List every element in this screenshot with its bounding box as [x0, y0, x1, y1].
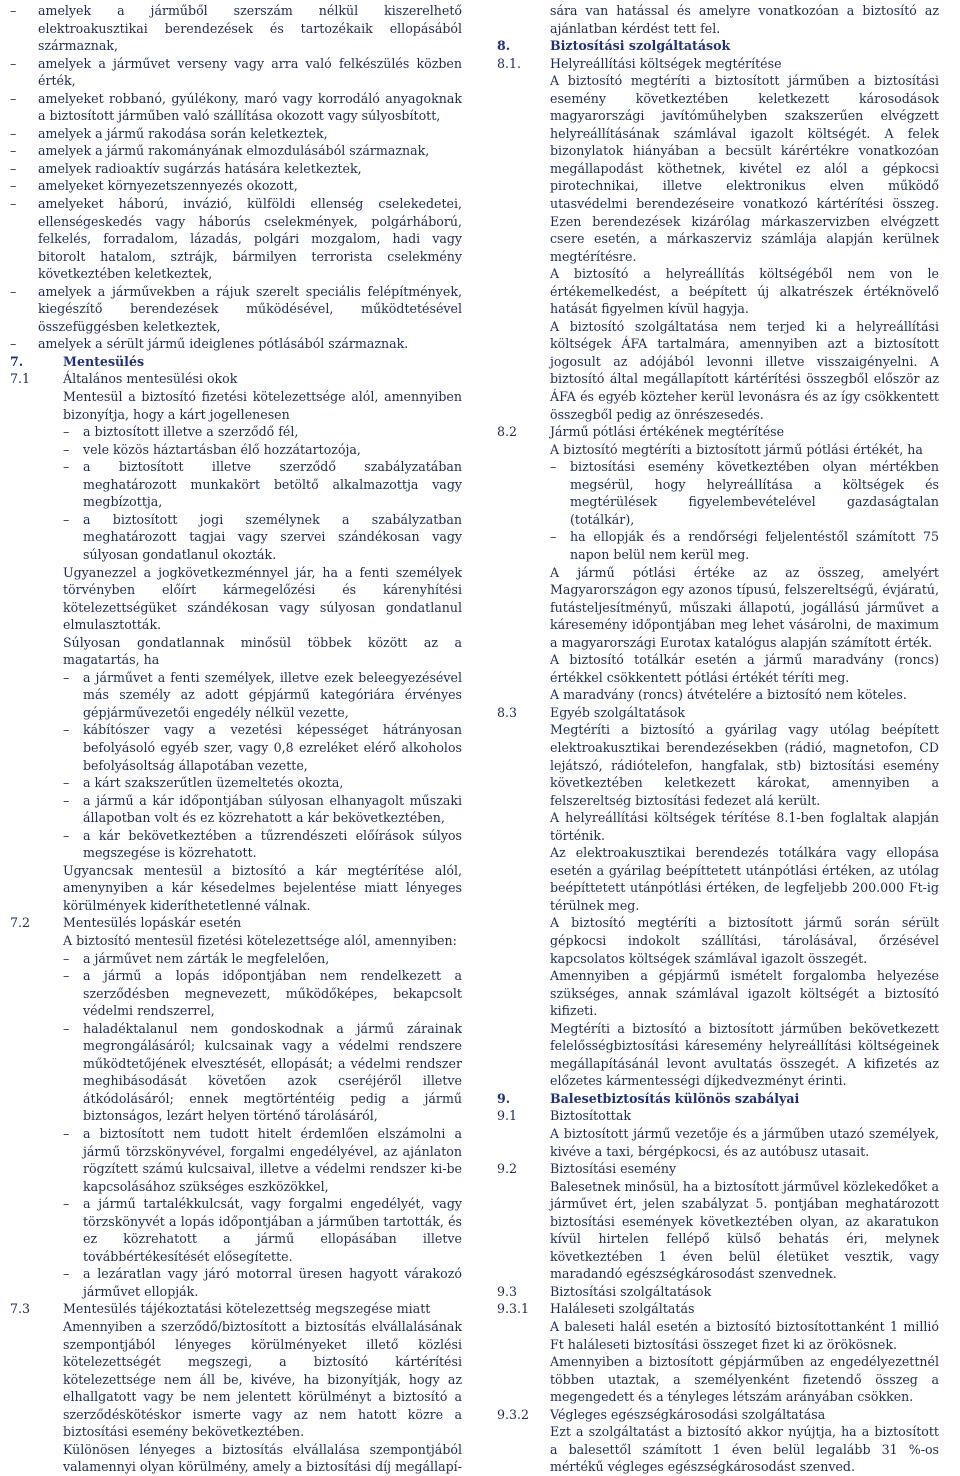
paragraph: A biztosított jármű vezetője és a járműben utazó személyek, kivéve a taxi, bérgépkocsi, és az autóbusz utasait. — [550, 1126, 939, 1159]
paragraph: Súlyosan gondatlannak minősül többek között az a magatartás, ha — [63, 634, 462, 668]
section-title: Biztosítottak — [550, 1108, 631, 1124]
section-heading-8 — [497, 37, 939, 55]
section-number: 7. — [10, 353, 24, 369]
list-item: – amelyek radioaktív sugárzás hatására keletkeztek, — [10, 160, 462, 178]
list-item: – a járművet nem zárták le megfelelően, — [63, 950, 462, 968]
list-item: – amelyeket környezetszennyezés okozott, — [10, 177, 462, 195]
left-column — [10, 2, 462, 1476]
section-title: Jármű pótlási értékének megtérítése — [550, 424, 785, 440]
section-title: Biztosítási szolgáltatások — [550, 38, 731, 54]
section-number: 8. — [497, 38, 511, 54]
paragraph: Mentesül a biztosító fizetési kötelezettsége alól, amennyiben bizonyítja, hogy a kárt jogellenesen — [63, 389, 462, 422]
section-number: 9.3 — [497, 1283, 518, 1299]
paragraph: Amennyiben a szerződő/biztosított a biztosítás elvállalásának szempontjából lényeges körülményeket illető közlési kötelezettségét megszegi, a biztosító kártérítési kötelezettsége nem áll be, kivéve, ha bizonyítják, hogy az elhallgatott vagy be nem jelentett körülményt a biztosító a szerződéskötéskor ismerte vagy az nem hatott közre a biztosítási esemény bekövetkeztében. — [63, 1319, 462, 1440]
list-item: – amelyek a járműből szerszám nélkül kiszerelhető elektroakusztikai berendezések és tartozékaik ellopásából származnak, — [10, 2, 462, 55]
section-number: 8.2 — [497, 424, 518, 440]
section-heading-8-3 — [497, 704, 939, 722]
list-item: – a járművet a fenti személyek, illetve ezek beleegyezésével más személy az adott gépjármű kategóriára érvényes gépjárművezetői engedély nélkül vezette, — [63, 669, 462, 722]
section-number: 9.3.1 — [497, 1301, 530, 1317]
section-number: 9.1 — [497, 1108, 518, 1124]
list-item: – a biztosított nem tudott hitelt érdemlően elszámolni a jármű törzskönyvével, forgalmi engedélyével, az ajánlaton rögzített számú kulcsaival, illetve a védelmi rendszer ki-be kapcsolásához szükséges eszközökkel, — [63, 1125, 462, 1195]
section-number: 7.3 — [10, 1301, 31, 1317]
paragraph: Balesetnek minősül, ha a biztosított járművel közlekedőket a járművet ért, jelen szabályzat 5. pontjában meghatározott biztosítási események következtében olyan, az akaratukon kívül hirtelen fellépő külső behatás éri, melynek következtében 1 éven belül életüket vesztik, vagy maradandó egészségkárosodást szenvednek. — [550, 1178, 939, 1282]
list-item: – biztosítási esemény következtében olyan mértékben megsérül, hogy helyreállítása a költségek és megtérülések figyelembevételével gazdaságtalan (totálkár), — [550, 458, 939, 528]
paragraph: Amennyiben a biztosított gépjárműben az engedélyezettnél többen utaztak, a személyenként fizetendő összeg a megengedett és a tényleges létszám arányában csökken. — [550, 1354, 939, 1405]
section-number: 9.3.2 — [497, 1406, 530, 1422]
list-item: – amelyeket robbanó, gyúlékony, maró vagy korrodáló anyagoknak a biztosított járműben való szállítása okozott vagy súlyosbított, — [10, 90, 462, 125]
section-title: Balesetbiztosítás különös szabályai — [550, 1090, 800, 1106]
section-heading-7-2 — [10, 914, 462, 932]
section-heading-7-3 — [10, 1300, 462, 1318]
list-item: – a kár bekövetkeztében a tűzrendészeti előírások súlyos megszegése is közrehatott. — [63, 827, 462, 862]
section-title: Biztosítási szolgáltatások — [550, 1283, 712, 1299]
paragraph: Ugyancsak mentesül a biztosító a kár megtérítése alól, amenynyiben a kár késedelmes bejelentése miatt lényeges körülmények kideríthetetlenné válnak. — [63, 862, 462, 913]
paragraph: A jármű pótlási értéke az az összeg, amelyért Magyarországon egy azonos típusú, felszereltségű, évjáratú, futásteljesítményű, műszaki állapotú, jogállású járművet a káresemény időpontjában meg lehet vásárolni, de maximum a magyarországi Eurotax katalógus alapján számított érték. — [550, 564, 939, 650]
section-number: 8.3 — [497, 704, 518, 720]
list-item: – a biztosított jogi személynek a szabályzatban meghatározott tagjai vagy szervei szándékosan vagy súlyosan gondatlanul okozták. — [63, 511, 462, 564]
section-heading-9-1 — [497, 1107, 939, 1125]
paragraph: Amennyiben a gépjármű ismételt forgalomba helyezése szükséges, annak számlával igazolt költségét a biztosító kifizeti. — [550, 968, 939, 1019]
list-item: – kábítószer vagy a vezetési képességet hátrányosan befolyásoló egyéb szer, vagy 0,8 ezreléket elérő alkoholos befolyásoltság állapotában vezette, — [63, 721, 462, 774]
paragraph: A biztosító a helyreállítás költségéből nem von le értékemelkedést, a beépített új alkatrészek értéknövelő hatását figyelmen kívül hagyja. — [550, 266, 939, 317]
list-item: – amelyek a jármű rakodása során keletkeztek, — [10, 125, 462, 143]
list-item: – a kárt szakszerűtlen üzemeltetés okozta, — [63, 774, 462, 792]
paragraph: Megtéríti a biztosító a gyárilag vagy utólag beépített elektroakusztikai berendezésekben (rádió, magnetofon, CD lejátszó, rádiótelefon, hangfalak, stb) biztosítási esemény következtében keletkezett károkat, amennyiben a felszereltség biztosítási fedezet alá került. — [550, 722, 939, 808]
paragraph: A biztosító megtéríti a biztosított jármű pótlási értékét, ha — [550, 441, 923, 457]
section-number: 7.2 — [10, 915, 31, 931]
section-heading-7 — [10, 353, 462, 371]
section-title: Haláleseti szolgáltatás — [550, 1301, 695, 1317]
paragraph: A baleseti halál esetén a biztosító biztosítottanként 1 millió Ft haláleseti biztosítási összeget fizet ki az örökösnek. — [550, 1319, 939, 1352]
section-title: Végleges egészségkárosodási szolgáltatása — [550, 1406, 826, 1422]
paragraph: A biztosító totálkár esetén a jármű maradvány (roncs) értékkel csökkentett pótlási értékét téríti meg. — [550, 652, 939, 685]
paragraph: Az elektroakusztikai berendezés totálkára vagy ellopása esetén a gyárilag beépíttetett utánpótlási értéken, az utólag beépíttetett utánpótlási értéken, de legfeljebb 200.000 Ft-ig térülnek meg. — [550, 845, 939, 913]
section-heading-9-3 — [497, 1283, 939, 1301]
paragraph: Ezt a szolgáltatást a biztosító akkor nyújtja, ha a biztosított a balesettől számított 1 éven belül legalább 31 %-os mértékű végleges egészségkárosodást szenved. — [550, 1424, 939, 1475]
paragraph: Megtéríti a biztosító a biztosított járműben bekövetkezett felelősségbiztosítási káresemény helyreállítási költségeinek megállapításánál levont avultatás összegét. A kifizetés az előzetes kármentességi díjkedvezményt érinti. — [550, 1020, 939, 1089]
section-heading-9-3-1 — [497, 1300, 939, 1318]
list-item: – amelyek a sérült jármű ideiglenes pótlásából származnak. — [10, 335, 462, 353]
section-heading-9 — [497, 1090, 939, 1108]
section-number: 9.2 — [497, 1161, 518, 1177]
section-title: Egyéb szolgáltatások — [550, 704, 686, 720]
paragraph: A biztosító szolgáltatása nem terjed ki a helyreállítási költségek ÁFA tartalmára, amennyiben azt a biztosított jogosult az adójából levonni illetve visszaigényelni. A biztosító által megállapított kártérítési összegből először az ÁFA és egyéb közteher kerül levonásra és az így csökkentett összegből pedig az önrészesedés. — [550, 318, 939, 422]
list-item: – ha ellopják és a rendőrségi feljelentéstől számított 75 napon belül nem kerül meg. — [550, 528, 939, 563]
paragraph: A biztosító megtéríti a biztosított járműben a biztosítási esemény következtében keletkezett károsodások magyarországi javítóműhelyben szakszerűen elvégzett helyreállításának számlával igazolt költségét. A felek bizonylatok hiányában a becsült kárértékre vonatkozóan megállapodást köthetnek, kivétel ez alól a gépkocsi pirotechnikai, illetve elektronikus elven működő utasvédelmi berendezéseire vonatkozó kártérítési összeg. Ezen berendezések kizárólag márkaszervizben elvégzett csere esetén, a márkaszerviz számlája alapján kerülnek megtérítésre. — [550, 73, 939, 264]
section-heading-9-3-2 — [497, 1406, 939, 1424]
list-item: – amelyeket háború, invázió, külföldi ellenség cselekedetei, ellenségeskedés vagy háborús cselekmények, polgárháború, felkelés, forradalom, lázadás, polgári mozgalom, hadi vagy bitorolt hatalom, sztrájk, bármilyen terrorista cselekmény következtében keletkeztek, — [10, 195, 462, 283]
list-item: – a jármű a lopás időpontjában nem rendelkezett a szerződésben megnevezett, működőképes, bekapcsolt védelmi rendszerrel, — [63, 967, 462, 1020]
paragraph: sára van hatással és amelyre vonatkozóan a biztosító az ajánlatban kérdést tett fel. — [550, 3, 939, 36]
list-item: – a lezáratlan vagy járó motorral üresen hagyott várakozó járművet ellopják. — [63, 1265, 462, 1300]
section-heading-7-1 — [10, 370, 462, 388]
list-item: – a biztosított illetve szerződő szabályzatában meghatározott munkakört betöltő alkalmazottja vagy megbízottja, — [63, 458, 462, 511]
list-item: – amelyek a jármű rakományának elmozdulásából származnak, — [10, 142, 462, 160]
list-item: – a biztosított illetve a szerződő fél, — [63, 423, 462, 441]
section-number: 7.1 — [10, 371, 31, 387]
right-column — [497, 2, 939, 1476]
section-title: Általános mentesülési okok — [63, 371, 238, 387]
section-title: Biztosítási esemény — [550, 1161, 677, 1177]
section-title: Mentesülés lopáskár esetén — [63, 915, 242, 931]
list-item: – amelyek a járművekben a rájuk szerelt speciális felépítmények, kiegészítő berendezések működésével, működtetésével összefüggésben keletkeztek, — [10, 283, 462, 336]
list-item: – vele közös háztartásban élő hozzátartozója, — [63, 441, 462, 459]
list-item: – amelyek a járművet verseny vagy arra való felkészülés közben érték, — [10, 55, 462, 90]
section-number: 8.1. — [497, 55, 522, 71]
paragraph: A biztosító megtéríti a biztosított jármű során sérült gépkocsi indokolt szállítási, tárolásával, őrzésével kapcsolatos költségek számlával igazolt összegét. — [550, 915, 939, 966]
section-number: 9. — [497, 1090, 511, 1106]
list-item: – a jármű tartalékkulcsát, vagy forgalmi engedélyét, vagy törzskönyvét a lopás időpontjában a járműben tartották, és ez közrehatott a jármű ellopásában illetve továbbértékesítését elősegítette. — [63, 1195, 462, 1265]
section-heading-8-2 — [497, 423, 939, 441]
paragraph: A helyreállítási költségek térítése 8.1-ben foglaltak alapján történik. — [550, 810, 939, 843]
section-title: Mentesülés tájékoztatási kötelezettség megszegése miatt — [63, 1301, 431, 1317]
section-title: Helyreállítási költségek megtérítése — [550, 55, 782, 71]
paragraph: Különösen lényeges a biztosítás elvállalása szempontjából valamennyi olyan körülmény, amely a biztosítási díj megállapí- — [63, 1441, 462, 1475]
paragraph: A maradvány (roncs) átvételére a biztosító nem köteles. — [550, 687, 907, 703]
section-heading-8-1 — [497, 55, 939, 73]
list-item: – a jármű a kár időpontjában súlyosan elhanyagolt műszaki állapotban volt és ez közrehatott a kár bekövetkeztében, — [63, 792, 462, 827]
paragraph: Ugyanezzel a jogkövetkezménnyel jár, ha a fenti személyek törvényben előírt kármegelőzési és kárenyhítési kötelezettségüket szándékosan vagy súlyosan gondatlanul elmulasztották. — [63, 564, 462, 633]
list-item: – haladéktalanul nem gondoskodnak a jármű zárainak megrongálásáról; kulcsainak vagy a védelmi rendszere működtetőjének elvesztését, ellopását; a védelmi rendszer meghibásodását követően azok cseréjéről illetve átkódolásáról; ennek megtörténtéig pedig a jármű biztonságos, lezárt helyen történő tárolásáról, — [63, 1020, 462, 1125]
section-title: Mentesülés — [63, 353, 145, 369]
paragraph: A biztosító mentesül fizetési kötelezettsége alól, amennyiben: — [63, 932, 457, 948]
section-heading-9-2 — [497, 1160, 939, 1178]
